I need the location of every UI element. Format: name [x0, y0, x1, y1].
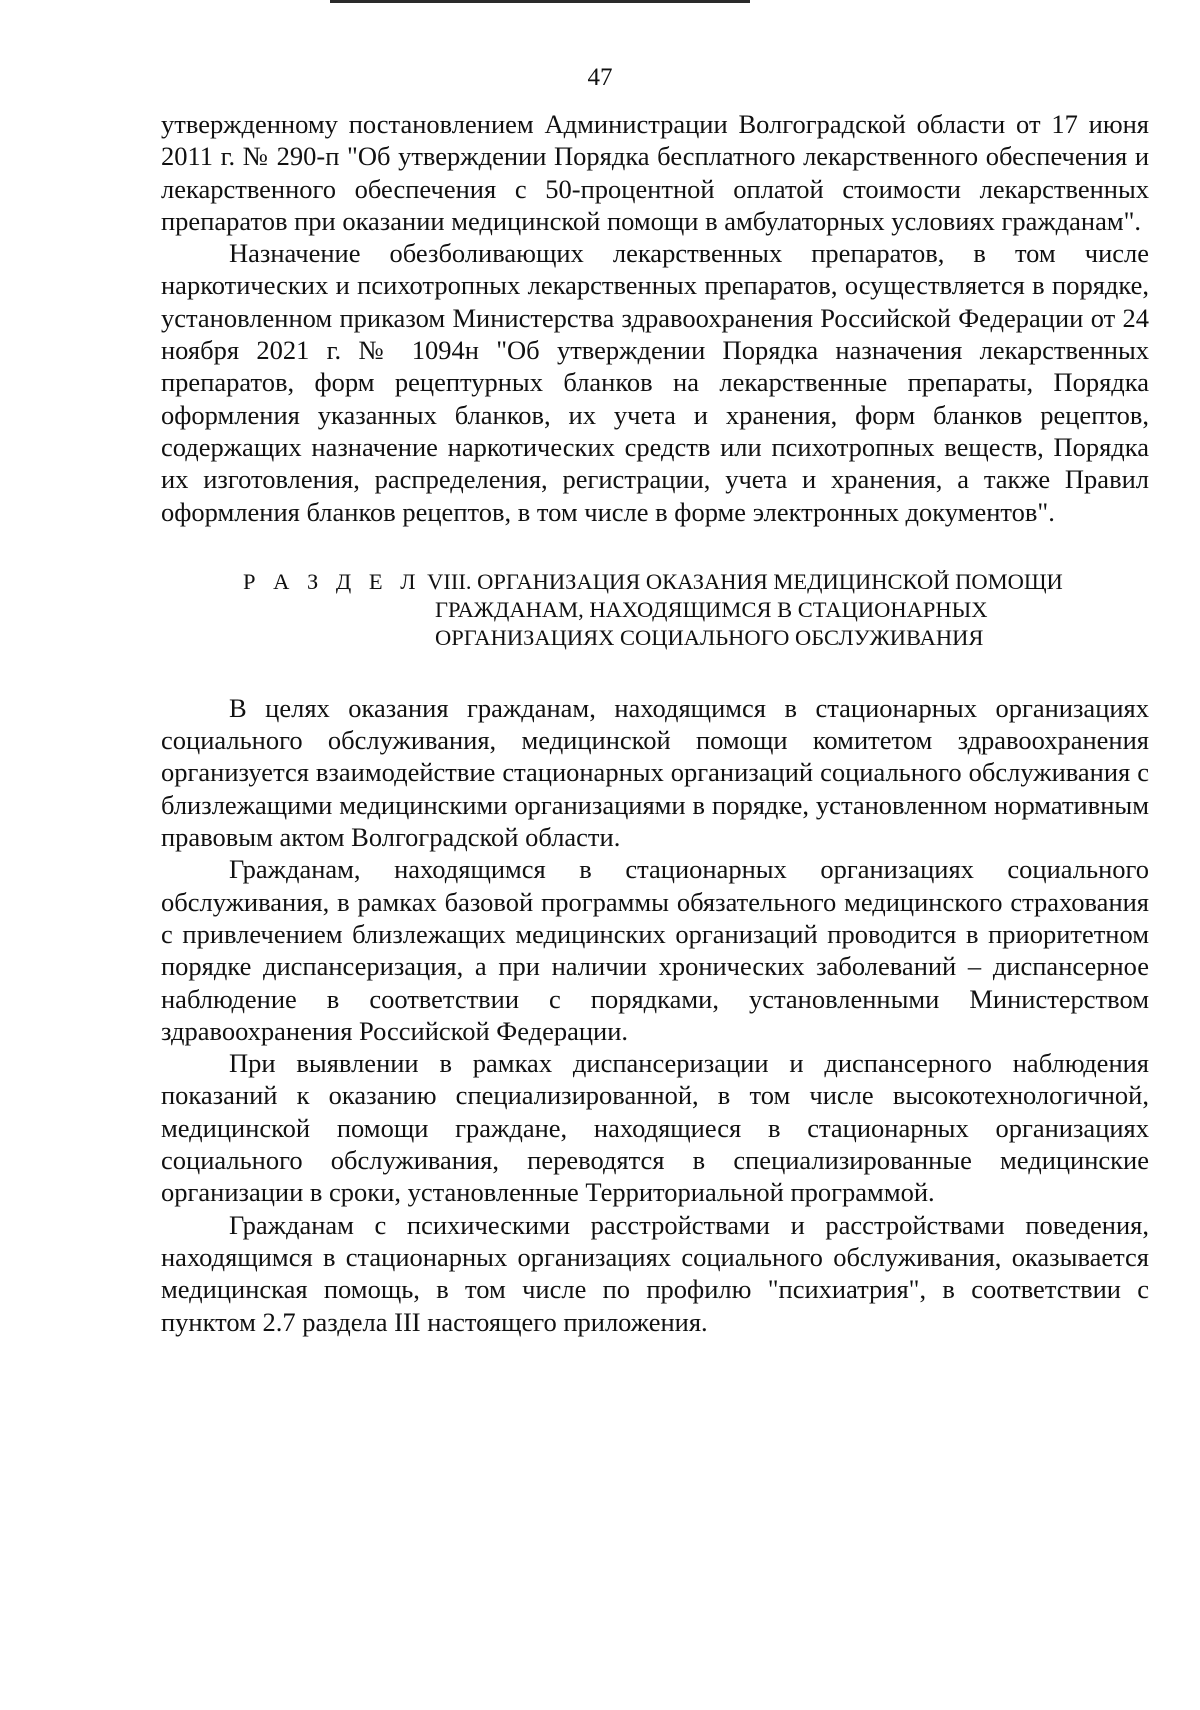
paragraph-1: утвержденному постановлением Администрации Волгоградской области от 17 июня 2011 г. № 290-п "Об утверждении Порядка бесплатного лекарственного обеспечения и лекарственного обеспечения с 50-процентной оплатой стоимости лекарственных препаратов при оказании медицинской помощи в амбулаторных условиях гражданам".: [161, 109, 1149, 236]
section-label: Р А З Д Е Л: [243, 568, 422, 594]
paragraph-3: В целях оказания гражданам, находящимся в стационарных организациях социального обслуживания, медицинской помощи комитетом здравоохранения организуется взаимодействие стационарных организаций социального обслуживания с близлежащими медицинскими организациями в порядке, установленном нормативным правовым актом Волгоградской области.: [161, 692, 1149, 853]
scan-top-edge-line: [330, 0, 750, 3]
section-title-line-3: ОРГАНИЗАЦИЯХ СОЦИАЛЬНОГО ОБСЛУЖИВАНИЯ: [435, 624, 984, 650]
page-number: 47: [587, 64, 613, 91]
paragraph-5: При выявлении в рамках диспансеризации и диспансерного наблюдения показаний к оказанию специализированной, в том числе высокотехнологичной, медицинской помощи граждане, находящиеся в стационарных организациях социального обслуживания, переводятся в специализированные медицинские организации в сроки, установленные Территориальной программой.: [161, 1048, 1149, 1208]
paragraph-4: Гражданам, находящимся в стационарных организациях социального обслуживания, в рамках базовой программы обязательного медицинского страхования с привлечением близлежащих медицинских организаций проводится в приоритетном порядке диспансеризация, а при наличии хронических заболеваний – диспансерное наблюдение в соответствии с порядками, установленными Министерством здравоохранения Российской Федерации.: [161, 854, 1149, 1046]
section-title-line-1: VIII. ОРГАНИЗАЦИЯ ОКАЗАНИЯ МЕДИЦИНСКОЙ ПОМОЩИ: [427, 568, 1063, 594]
paragraph-6: Гражданам с психическими расстройствами и расстройствами поведения, находящимся в стационарных организациях социального обслуживания, оказывается медицинская помощь, в том числе по профилю "психиатрия", в соответствии с пунктом 2.7 раздела III настоящего приложения.: [161, 1209, 1149, 1337]
document-body: [161, 108, 1149, 1338]
section-title-line-2: ГРАЖДАНАМ, НАХОДЯЩИМСЯ В СТАЦИОНАРНЫХ: [435, 596, 988, 622]
section-heading: [161, 568, 1149, 652]
section-heading-line-1: [161, 568, 1149, 596]
paragraph-2: Назначение обезболивающих лекарственных препаратов, в том числе наркотических и психотропных лекарственных препаратов, осуществляется в порядке, установленном приказом Министерства здравоохранения Российской Федерации от 24 ноября 2021 г. № 1094н "Об утверждении Порядка назначения лекарственных препаратов, форм рецептурных бланков на лекарственные препараты, Порядка оформления указанных бланков, их учета и хранения, форм бланков рецептов, содержащих назначение наркотических средств или психотропных веществ, Порядка их изготовления, распределения, регистрации, учета и хранения, а также Правил оформления бланков рецептов, в том числе в форме электронных документов".: [161, 238, 1149, 527]
